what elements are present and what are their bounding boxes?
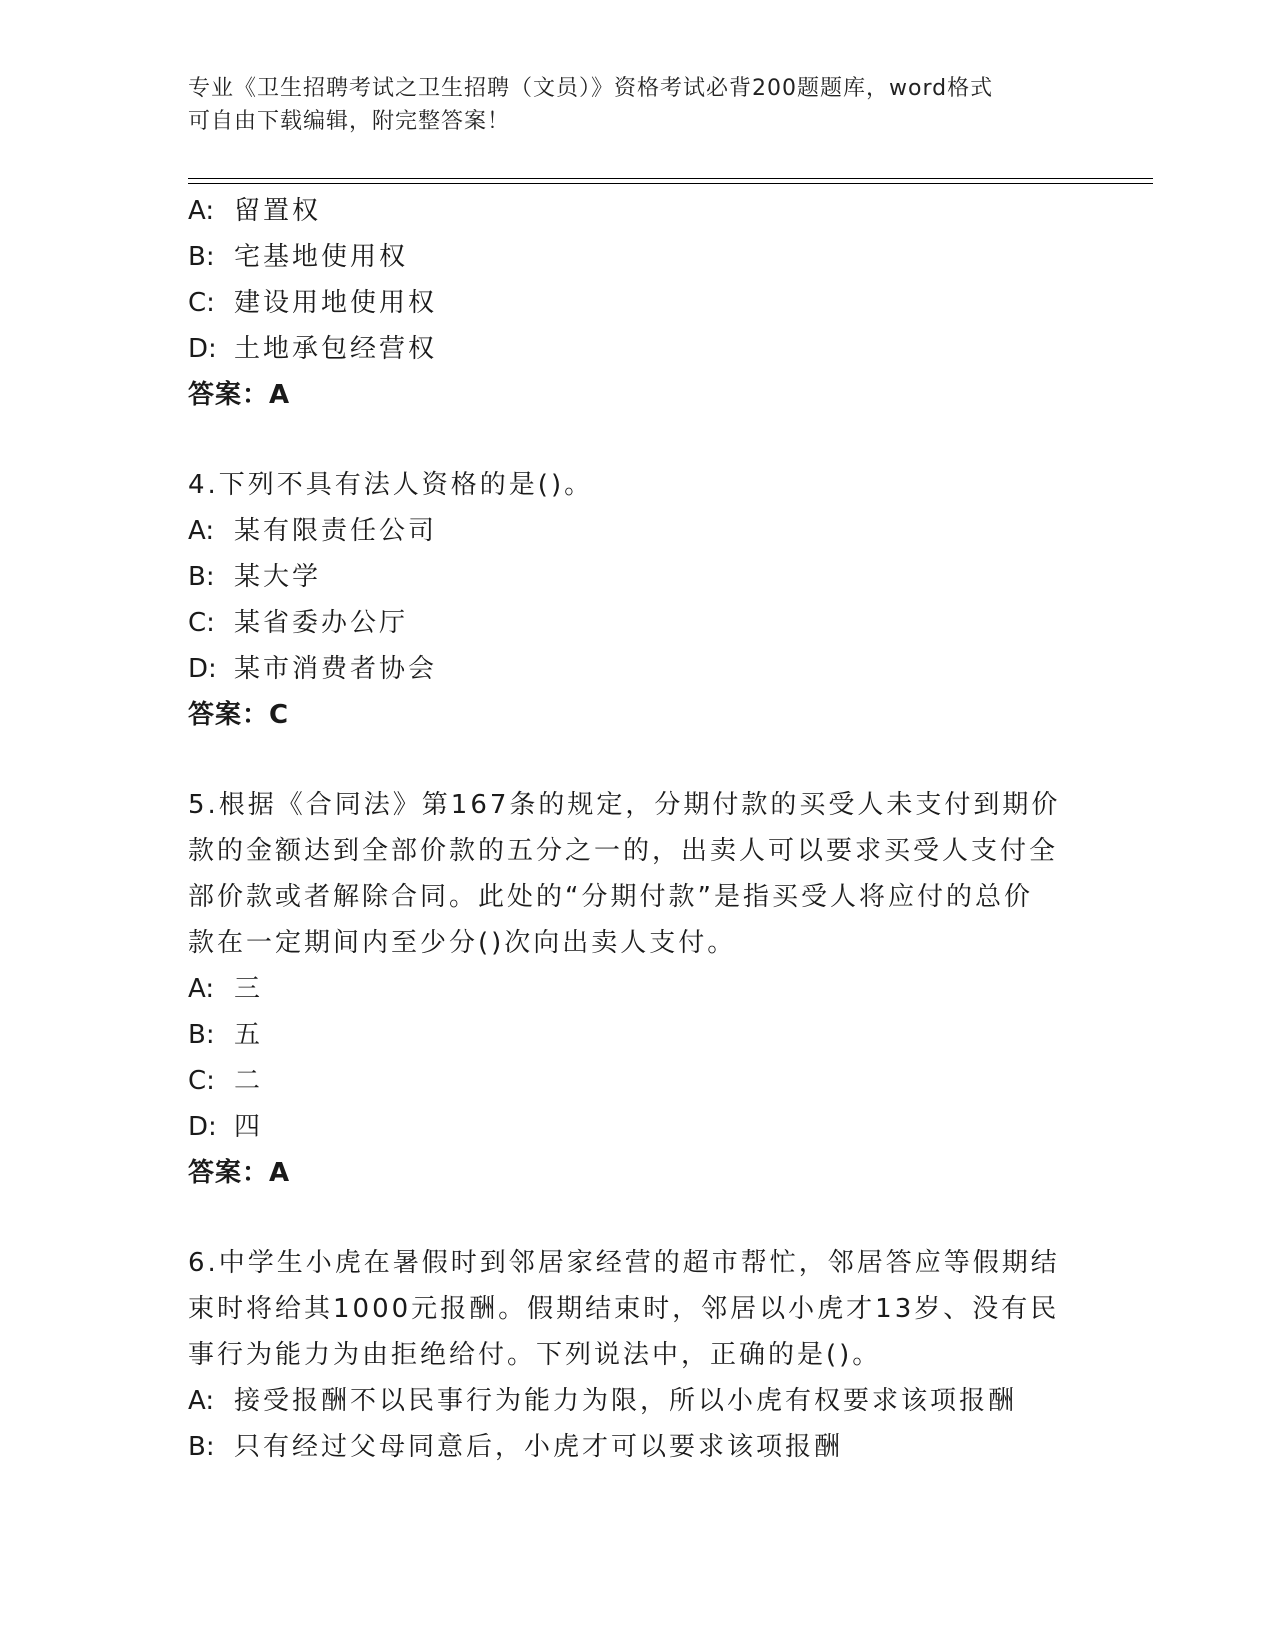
- question-text: 5.根据《合同法》第167条的规定，分期付款的买受人未支付到期价 款的金额达到全部价款的五分之一的，出卖人可以要求买受人支付全 部价款或者解除合同。此处的“分期付款”是指买受人将应付的总价 款在一定期间内至少分()次向出卖人支付。: [188, 790, 1061, 958]
- answer: 答案：A: [188, 1158, 291, 1188]
- option-c: C: 某省委办公厅: [188, 608, 409, 638]
- option-c: C: 二: [188, 1066, 264, 1096]
- question-4: [188, 462, 1088, 738]
- option-a: A: 留置权: [188, 196, 322, 226]
- option-b: B: 某大学: [188, 562, 322, 592]
- option-d: D: 土地承包经营权: [188, 334, 438, 364]
- option-c: C: 建设用地使用权: [188, 288, 438, 318]
- option-b: B: 只有经过父母同意后，小虎才可以要求该项报酬: [188, 1432, 844, 1462]
- question-text: 6.中学生小虎在暑假时到邻居家经营的超市帮忙，邻居答应等假期结 束时将给其1000元报酬。假期结束时，邻居以小虎才13岁、没有民 事行为能力为由拒绝给付。下列说法中，正确的是()。: [188, 1248, 1060, 1370]
- document-header: [188, 72, 1088, 138]
- option-a: A: 接受报酬不以民事行为能力为限，所以小虎有权要求该项报酬: [188, 1386, 1018, 1416]
- question-text: 4.下列不具有法人资格的是()。: [188, 470, 594, 500]
- option-d: D: 某市消费者协会: [188, 654, 438, 684]
- answer: 答案：A: [188, 380, 291, 410]
- answer: 答案：C: [188, 700, 290, 730]
- header-rule-top: [188, 178, 1153, 179]
- question-6: [188, 1240, 1088, 1470]
- option-b: B: 宅基地使用权: [188, 242, 409, 272]
- question-5: [188, 782, 1088, 1196]
- question-3: [188, 188, 1088, 418]
- header-line-1: 专业《卫生招聘考试之卫生招聘（文员）》资格考试必背200题题库，word格式: [188, 76, 994, 101]
- option-d: D: 四: [188, 1112, 264, 1142]
- header-rule-bottom: [188, 183, 1153, 184]
- option-a: A: 三: [188, 974, 264, 1004]
- option-b: B: 五: [188, 1020, 264, 1050]
- header-line-2: 可自由下载编辑，附完整答案！: [188, 109, 511, 134]
- question-list: [188, 188, 1088, 1470]
- option-a: A: 某有限责任公司: [188, 516, 438, 546]
